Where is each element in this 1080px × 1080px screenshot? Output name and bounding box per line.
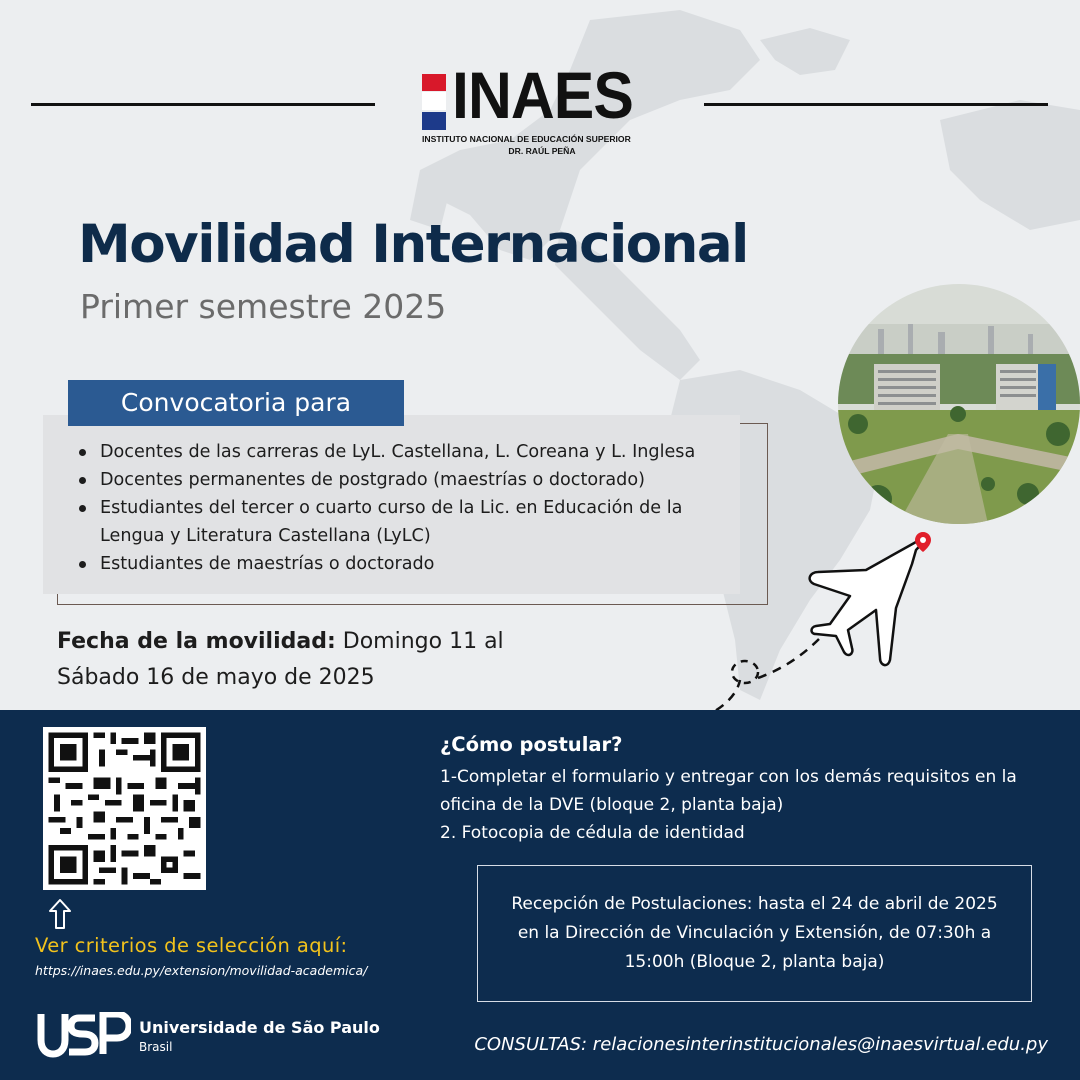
up-arrow-icon bbox=[48, 898, 72, 930]
fecha-value: Domingo 11 al Sábado 16 de mayo de 2025 bbox=[57, 629, 504, 690]
list-item: Estudiantes del tercer o cuarto curso de la Lic. en Educación de la Lengua y Literatura Castellana (LyLC) bbox=[100, 494, 730, 550]
flag-white-stripe bbox=[422, 92, 446, 110]
usp-country: Brasil bbox=[139, 1040, 173, 1054]
convocatoria-list bbox=[100, 438, 730, 578]
list-item: Docentes de las carreras de LyL. Castellana, L. Coreana y L. Inglesa bbox=[100, 438, 730, 466]
como-postular-steps bbox=[440, 763, 1060, 847]
usp-name: Universidade de São Paulo bbox=[139, 1018, 380, 1037]
campus-photo bbox=[838, 284, 1080, 524]
header-rule-right bbox=[704, 103, 1048, 106]
convocatoria-tag: Convocatoria para bbox=[68, 380, 404, 426]
como-step-1: 1-Completar el formulario y entregar con los demás requisitos en la oficina de la DVE (bloque 2, planta baja) bbox=[440, 767, 1017, 815]
consultas-contact: CONSULTAS: relacionesinterinstitucionales@inaesvirtual.edu.py bbox=[474, 1034, 1048, 1055]
inaes-logo bbox=[422, 58, 662, 162]
fecha-label: Fecha de la movilidad: bbox=[57, 629, 336, 654]
list-item: Docentes permanentes de postgrado (maestrías o doctorado) bbox=[100, 466, 730, 494]
page-subtitle: Primer semestre 2025 bbox=[80, 287, 447, 326]
usp-brand bbox=[35, 1012, 380, 1058]
logo-wordmark: INAES bbox=[452, 58, 633, 132]
usp-logo bbox=[35, 1012, 131, 1058]
header-rule-left bbox=[31, 103, 375, 106]
page-title: Movilidad Internacional bbox=[78, 214, 748, 275]
logo-patron-name: DR. RAÚL PEÑA bbox=[508, 146, 576, 156]
recepcion-box bbox=[477, 865, 1032, 1002]
flag-blue-stripe bbox=[422, 112, 446, 130]
airplane-icon bbox=[690, 520, 950, 730]
criterios-link[interactable]: https://inaes.edu.py/extension/movilidad-academica/ bbox=[35, 963, 368, 978]
logo-institution-name: INSTITUTO NACIONAL DE EDUCACIÓN SUPERIOR bbox=[422, 134, 631, 144]
criterios-label: Ver criterios de selección aquí: bbox=[35, 934, 348, 957]
list-item: Estudiantes de maestrías o doctorado bbox=[100, 550, 730, 578]
como-step-2: 2. Fotocopia de cédula de identidad bbox=[440, 823, 745, 843]
recepcion-text: Recepción de Postulaciones: hasta el 24 de abril de 2025 en la Dirección de Vinculación y Extensión, de 07:30h a 15:00h (Bloque 2, planta baja) bbox=[511, 894, 998, 972]
fecha-movilidad bbox=[57, 624, 577, 696]
qr-code[interactable] bbox=[43, 727, 206, 890]
flag-red-stripe bbox=[422, 74, 446, 91]
como-postular-title: ¿Cómo postular? bbox=[440, 733, 623, 756]
